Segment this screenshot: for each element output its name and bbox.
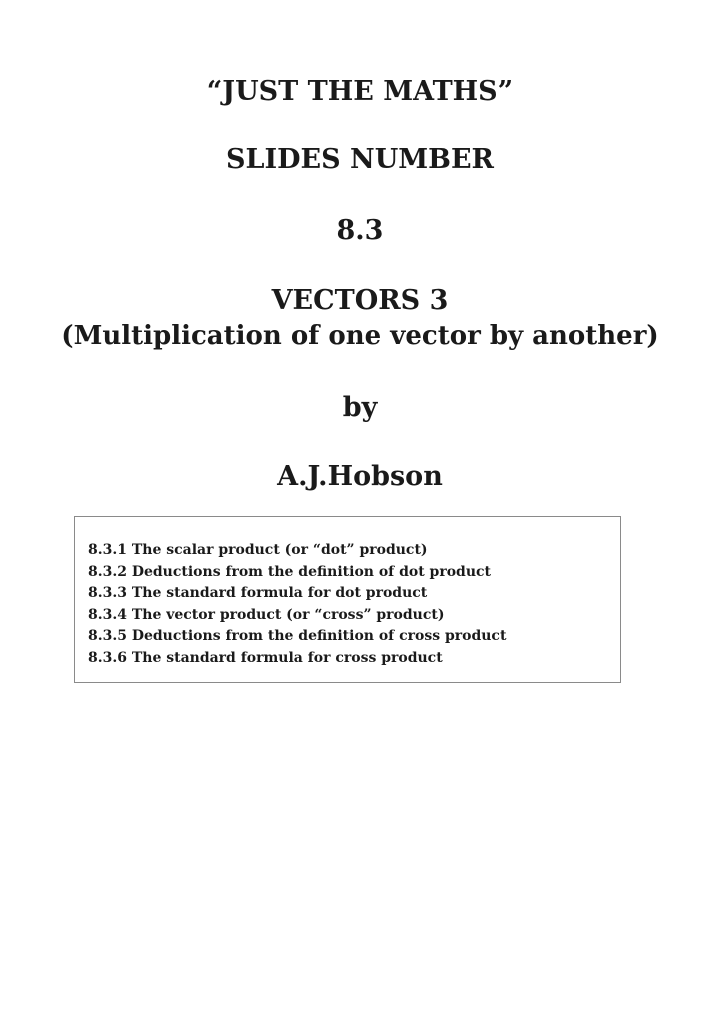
contents-item: 8.3.6 The standard formula for cross product <box>88 649 443 666</box>
series-title: “JUST THE MATHS” <box>206 76 514 107</box>
contents-item: 8.3.3 The standard formula for dot product <box>88 585 428 602</box>
contents-item: 8.3.5 Deductions from the definition of cross product <box>88 628 507 645</box>
topic-title: VECTORS 3 <box>271 285 449 316</box>
contents-list <box>88 540 506 670</box>
slides-number: 8.3 <box>336 215 384 246</box>
contents-box <box>74 516 621 683</box>
slides-number-label: SLIDES NUMBER <box>226 144 494 175</box>
contents-item: 8.3.2 Deductions from the definition of dot product <box>88 563 492 580</box>
topic-subtitle: (Multiplication of one vector by another) <box>61 321 659 351</box>
contents-item: 8.3.4 The vector product (or “cross” product) <box>88 606 445 623</box>
author-name: A.J.Hobson <box>277 461 443 492</box>
contents-item: 8.3.1 The scalar product (or “dot” product) <box>88 542 428 558</box>
by-label: by <box>342 392 378 423</box>
